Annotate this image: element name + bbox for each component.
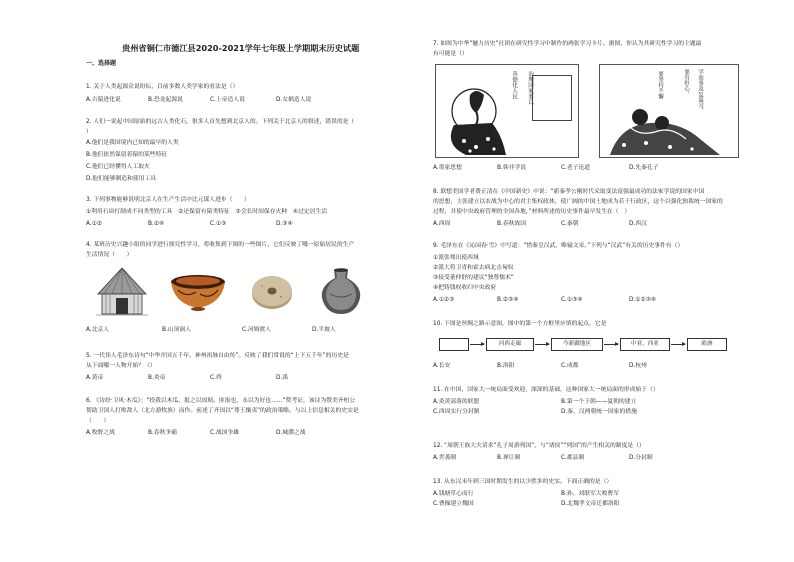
q7-option-a[interactable]: A.墨家思想 xyxy=(433,165,462,171)
q12-option-c[interactable]: C.郡县制 xyxy=(561,455,585,461)
silk-road-box-xinjiang: 今新疆地区 xyxy=(551,338,603,351)
q6-stem-2: 帮助卫国人打败敌人（北方游牧族）而作。前述了齐国以“尊王攘夷”的政治策略。与以上信息相关的史实是 xyxy=(86,408,359,414)
silk-road-box-europe: 欧洲 xyxy=(687,338,727,351)
q10-stem: 10. 下图是丝绸之路示意图，图中的第一个方框里应填的起点，它是 xyxy=(433,321,607,327)
hut-image xyxy=(92,262,152,322)
pottery-jar-image xyxy=(316,266,366,318)
q7-card-2-verse-line-2: 要有恒心， xyxy=(683,69,689,97)
q13-option-d[interactable]: D.北魏孝文帝迁都洛阳 xyxy=(561,501,620,507)
q12-option-a[interactable]: A.世袭制 xyxy=(433,455,457,461)
q11-option-b[interactable]: B.第一个王朝——夏朝的建立 xyxy=(561,399,637,405)
arrow-right-icon xyxy=(470,344,484,345)
section-heading: 一、选择题 xyxy=(86,60,117,67)
q8-option-d[interactable]: D.西汉 xyxy=(629,221,647,227)
q10-option-b[interactable]: B.洛阳 xyxy=(497,363,515,369)
q10-option-d[interactable]: D.杭州 xyxy=(629,363,647,369)
q6-stem: 6. 《诗经·卫风·木瓜》：“投我以木瓜，报之以琼琚。匪报也，永以为好也……”赞考证，该诗为赞美齐桓公 xyxy=(86,398,356,404)
q13-option-b[interactable]: B.孙、刘联军大败曹军 xyxy=(561,491,619,497)
q6-option-c[interactable]: C.战国争雄 xyxy=(210,430,240,436)
q9-option-c[interactable]: C.①③④ xyxy=(561,297,583,303)
q12-option-b[interactable]: B.禅让制 xyxy=(497,455,521,461)
q3-option-c[interactable]: C.①③ xyxy=(210,221,227,227)
q1-option-a[interactable]: A.古猿进化说 xyxy=(86,97,121,103)
q9-item-3: ③接受董仲舒的建议“独尊儒术” xyxy=(433,275,514,281)
q9-item-2: ②派大将卫青和霍去病北击匈奴 xyxy=(433,265,514,271)
q4-stem-end: 生活情况（ ） xyxy=(86,252,133,258)
silk-road-box-hexi: 河西走廊 xyxy=(486,338,534,351)
q2-option-a[interactable]: A.他们是我国境内已知的最早的人类 xyxy=(86,140,179,146)
q9-stem: 9. 毛泽东在《沁园春·雪》中写道：“惜秦皇汉武，略输文采。”下列与“汉武”有关的历史事件有（） xyxy=(433,243,684,249)
q9-option-d[interactable]: D.①②③④ xyxy=(629,297,657,303)
exam-title: 贵州省铜仁市德江县2020-2021学年七年级上学期期末历史试题 xyxy=(122,43,360,53)
q3-option-b[interactable]: B.②④ xyxy=(148,221,165,227)
q8-stem: 8. 联想美国学者费正清在《中国新史》中说：“新秦孝公刚时代采取变法富强最成功的法家学说的国家中国 xyxy=(433,189,705,195)
q7-stem: 7. 如图为中华“魅力历史”社团在研究性学习中制作的两张学习卡片。据图，你认为其研究性学习的主题最 xyxy=(433,41,702,47)
q5-option-b[interactable]: B.炎帝 xyxy=(148,375,166,381)
q8-option-a[interactable]: A.西周 xyxy=(433,221,451,227)
q4-option-b[interactable]: B.山顶洞人 xyxy=(162,327,192,333)
q10-option-a[interactable]: A.长安 xyxy=(433,363,451,369)
q9-option-a[interactable]: A.①②③ xyxy=(433,297,455,303)
scholars-figure-icon xyxy=(600,65,739,158)
q2-stem: 2. 人们一说起中国原始的远古人类化石，很多人首先想到北京人的。下列关于北京人的叙述，错误的是（ xyxy=(86,119,355,125)
q9-item-4: ④把铸钱权收归中央政府 xyxy=(433,285,497,291)
q6-option-b[interactable]: B.春秋争霸 xyxy=(148,430,178,436)
q7-card-2-verse-line-1: 学而事及复温习， xyxy=(697,69,703,114)
q5-stem-end: 从下面哪一人物开始？（） xyxy=(86,363,156,369)
q2-option-b[interactable]: B.他们依然保留着猿的某些特征 xyxy=(86,152,168,158)
q4-option-d[interactable]: D.半坡人 xyxy=(312,327,336,333)
q13-option-a[interactable]: A.钱塘草心而行 xyxy=(433,491,474,497)
q13-option-c[interactable]: C.曹操建立魏国 xyxy=(433,501,474,507)
q8-stem-2: 的思想，主张建立以农战为中心的君主集权政体，使广阔的中国土地成为若干行政区，这个以强化独裁统一国家的 xyxy=(433,199,723,205)
q7-option-d[interactable]: D.先秦孔子 xyxy=(629,165,659,171)
q8-option-b[interactable]: B.春秋战国 xyxy=(497,221,527,227)
q11-option-a[interactable]: A.炎黄部落的联盟 xyxy=(433,399,480,405)
q7-card-1-verse-line-2: 善德化人民 xyxy=(511,71,517,99)
arrow-right-icon xyxy=(671,344,685,345)
q9-option-b[interactable]: B.②③④ xyxy=(497,297,519,303)
q5-option-a[interactable]: A.黄帝 xyxy=(86,375,104,381)
q1-stem: 1. 关于人类起源众说纷纭，目前多数人类学家的看法是（） xyxy=(86,84,239,90)
q8-option-c[interactable]: C.秦朝 xyxy=(561,221,579,227)
q3-stem: 3. 下列事物能够说明北京人在生产生活中比元谋人进步（ ） xyxy=(86,197,250,203)
q1-option-b[interactable]: B.恐龙起源说 xyxy=(148,97,183,103)
q4-stem: 4. 某班历史兴趣小组的同学进行探究性学习，将收集到下图的一些图片，它们反映了哪一原始居民的生产 xyxy=(86,242,355,248)
q7-card-1-verse-line-1: 治理国家要以 xyxy=(527,71,533,105)
q4-option-a[interactable]: A.北京人 xyxy=(86,327,110,333)
q11-stem: 11. 在中国，国家大一统局面受欢迎，深深的基础，这种国家大一统局面的形成始于（） xyxy=(433,387,659,393)
q13-stem: 13. 从东汉末年到三国时期发生的以少胜多的史实。下面正确的是（） xyxy=(433,479,613,485)
arrow-right-icon xyxy=(535,344,549,345)
q2-stem-end: ） xyxy=(86,129,92,135)
q7-card-2-verse-line-3: 要坚持不懈 xyxy=(657,71,663,99)
q7-card-1-text-frame xyxy=(532,75,572,121)
q12-stem: 12. “周朝王族大夫请求“孔子周游列国”，与“诸侯”“列国”的产生相关的制度是（） xyxy=(433,443,645,449)
q1-option-c[interactable]: C.上帝造人说 xyxy=(210,97,245,103)
q6-option-a[interactable]: A.牧野之战 xyxy=(86,430,115,436)
q6-stem-end: （ ） xyxy=(86,418,110,424)
q5-option-d[interactable]: D.禹 xyxy=(276,375,289,381)
q4-option-c[interactable]: C.河姆渡人 xyxy=(242,327,272,333)
q3-option-a[interactable]: A.①② xyxy=(86,221,103,227)
q5-option-c[interactable]: C.舜 xyxy=(210,375,222,381)
q8-stem-3: 过程，并使中央政府管理的全国各地，”材料所述的历史事件最早发生在（ ） xyxy=(433,209,631,215)
q10-option-c[interactable]: C.成都 xyxy=(561,363,579,369)
q11-option-d[interactable]: D.秦，汉两朝统一国家的措施 xyxy=(561,409,637,415)
q5-stem: 5. 一代伟人毛泽东诗句“中华开国五千年，神州祖脉自由传”。反映了我们常说的“上下五千年”的历史是 xyxy=(86,353,349,359)
q1-option-d[interactable]: D.女娲造人说 xyxy=(276,97,312,103)
q12-option-d[interactable]: D.分封制 xyxy=(629,455,653,461)
q7-stem-end: 有可能是（） xyxy=(433,51,468,57)
q2-option-c[interactable]: C.他们已经懂得人工取火 xyxy=(86,164,150,170)
q3-items: ①利用石块打制成不同类型的工具 ②还保留有猿类特征 ③会长时间保存火种 ④过定居生活 xyxy=(86,209,328,215)
pottery-bowl-image xyxy=(168,270,228,314)
silk-road-box-central-asia: 中亚、西亚 xyxy=(620,338,670,351)
q9-item-1: ①派张骞出使西域 xyxy=(433,255,479,261)
silk-road-start-box xyxy=(439,338,469,351)
spindle-whorl-image xyxy=(248,270,296,314)
q7-option-c[interactable]: C.老子论道 xyxy=(561,165,591,171)
q6-option-d[interactable]: D.城濮之战 xyxy=(276,430,306,436)
q7-option-b[interactable]: B.韩非学说 xyxy=(497,165,527,171)
q2-option-d[interactable]: D.他们能够制造和使用工具 xyxy=(86,176,157,182)
q3-option-d[interactable]: D.③④ xyxy=(276,221,293,227)
q7-card-1 xyxy=(435,64,579,158)
arrow-right-icon xyxy=(604,344,618,345)
q7-card-2 xyxy=(599,64,739,158)
q11-option-c[interactable]: C.西周实行分封制 xyxy=(433,409,480,415)
